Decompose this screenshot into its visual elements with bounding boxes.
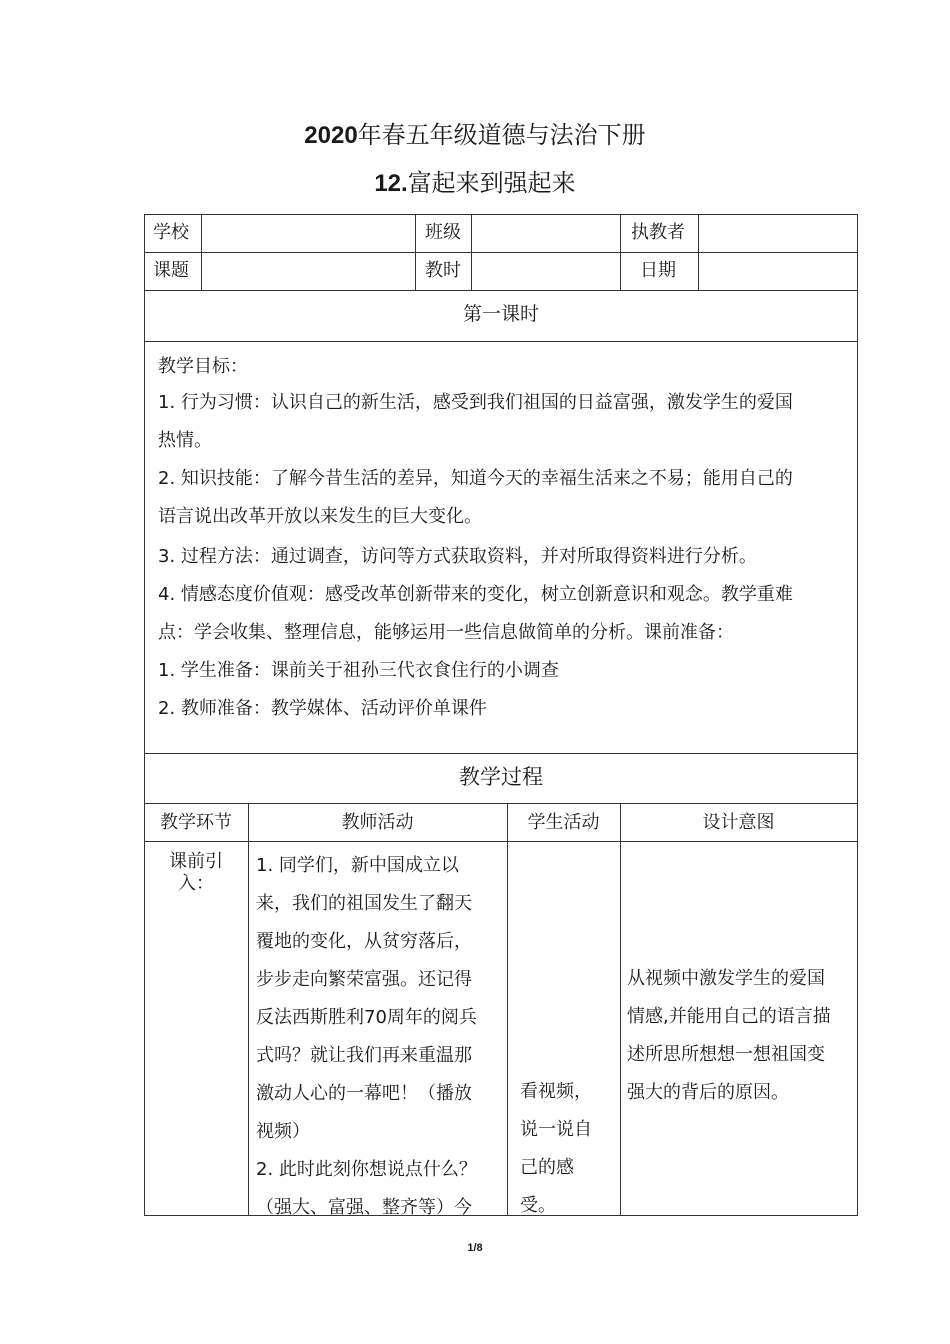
intent-line: 从视频中激发学生的爱国	[627, 968, 825, 989]
teacher-label: 执教者	[631, 222, 685, 243]
teacher-line: 覆地的变化，从贫穷落后，	[256, 931, 472, 952]
teacher-line: 视频）	[256, 1121, 310, 1142]
lesson-title	[0, 166, 950, 201]
objective-line: 1. 行为习惯：认识自己的新生活，感受到我们祖国的日益富强，激发学生的爱国	[158, 392, 793, 413]
objective-line: 热情。	[158, 430, 212, 451]
lesson-period: 第一课时	[462, 303, 539, 325]
topic-label: 课题	[153, 260, 189, 281]
student-line: 看视频，	[520, 1081, 592, 1102]
header-intent: 设计意图	[702, 812, 775, 833]
title-year: 2020	[304, 122, 358, 149]
design-intent	[627, 960, 831, 1112]
title-text: 年春五年级道德与法治下册	[357, 121, 646, 149]
lesson-title-text: 富起来到强起来	[407, 169, 576, 197]
intent-line: 情感,并能用自己的语言描	[627, 1006, 831, 1027]
student-line: 己的感	[520, 1157, 574, 1178]
objective-line: 1. 学生准备：课前关于祖孙三代衣食住行的小调查	[158, 660, 559, 681]
document-title	[0, 118, 950, 153]
intent-line: 述所思所想想一想祖国变	[627, 1044, 825, 1065]
process-heading: 教学过程	[459, 765, 543, 789]
teacher-activity	[256, 847, 477, 1227]
objectives-heading: 教学目标：	[158, 356, 248, 377]
header-teacher: 教师活动	[341, 812, 414, 833]
stage-line: 课前引	[169, 851, 223, 872]
teacher-line: 1. 同学们，新中国成立以	[256, 855, 459, 876]
teacher-line: 步步走向繁荣富强。还记得	[256, 969, 472, 990]
objective-line: 4. 情感态度价值观：感受改革创新带来的变化，树立创新意识和观念。教学重难	[158, 584, 793, 605]
teacher-line: 反法西斯胜利70周年的阅兵	[256, 1007, 477, 1028]
objective-line: 3. 过程方法：通过调查，访问等方式获取资料，并对所取得资料进行分析。	[158, 546, 757, 567]
objective-line: 点：学会收集、整理信息，能够运用一些信息做简单的分析。课前准备：	[158, 622, 734, 643]
teacher-line: 来，我们的祖国发生了翻天	[256, 893, 472, 914]
objective-line: 语言说出改革开放以来发生的巨大变化。	[158, 506, 482, 527]
header-student: 学生活动	[527, 812, 600, 833]
student-line: 受。	[520, 1195, 556, 1216]
school-label: 学校	[153, 222, 189, 243]
lesson-number: 12.	[374, 170, 408, 197]
period-label: 教时	[425, 260, 461, 281]
class-label: 班级	[425, 222, 461, 243]
date-label: 日期	[640, 260, 676, 281]
stage-line: 入：	[178, 873, 214, 894]
student-activity	[520, 1073, 592, 1225]
teacher-line: 2. 此时此刻你想说点什么？	[256, 1159, 477, 1180]
objective-line: 2. 知识技能：了解今昔生活的差异，知道今天的幸福生活来之不易；能用自己的	[158, 468, 793, 489]
intent-line: 强大的背后的原因。	[627, 1082, 789, 1103]
student-line: 说一说自	[520, 1119, 592, 1140]
teacher-line: 激动人心的一幕吧！（播放	[256, 1083, 472, 1104]
header-stage: 教学环节	[160, 812, 232, 833]
teacher-line: （强大、富强、整齐等）今	[256, 1197, 472, 1218]
stage-cell	[144, 851, 248, 895]
page-number: 1/8	[467, 1242, 483, 1254]
teacher-line: 式吗？就让我们再来重温那	[256, 1045, 472, 1066]
objective-line: 2. 教师准备：教学媒体、活动评价单课件	[158, 698, 487, 719]
